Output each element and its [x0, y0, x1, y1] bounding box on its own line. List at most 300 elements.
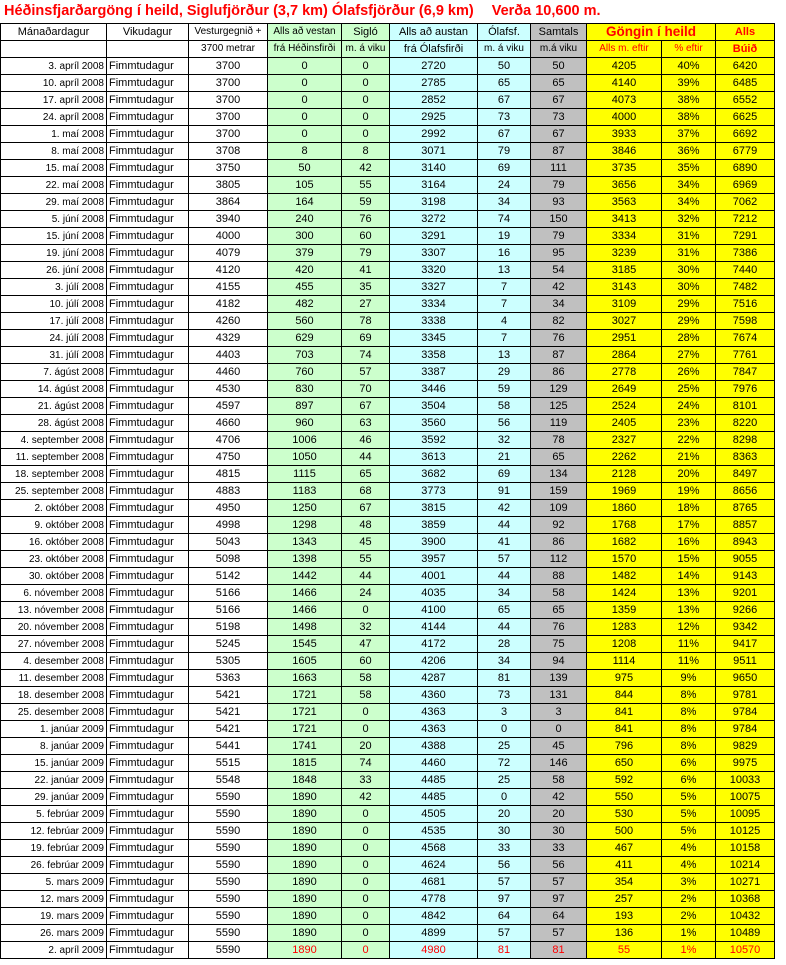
cell-alls-vestan: 1721 — [268, 721, 342, 738]
cell-samtals: 67 — [531, 126, 587, 143]
cell-weekday: Fimmtudagur — [107, 857, 189, 874]
cell-weekday: Fimmtudagur — [107, 500, 189, 517]
cell-pct-eftir: 30% — [662, 279, 716, 296]
cell-vestur: 4530 — [189, 381, 268, 398]
cell-alls-vestan: 8 — [268, 143, 342, 160]
cell-olafsf: 57 — [478, 925, 531, 942]
cell-vestur: 5421 — [189, 687, 268, 704]
cell-alls-vestan: 1890 — [268, 823, 342, 840]
cell-vestur: 5043 — [189, 534, 268, 551]
cell-olafsf: 56 — [478, 857, 531, 874]
cell-siglo: 45 — [342, 534, 390, 551]
cell-siglo: 0 — [342, 126, 390, 143]
cell-alls-vestan: 1890 — [268, 942, 342, 959]
cell-vestur: 4706 — [189, 432, 268, 449]
cell-alls-bui: 10158 — [716, 840, 775, 857]
cell-date: 11. desember 2008 — [1, 670, 107, 687]
cell-alls-eftir: 2864 — [587, 347, 662, 364]
cell-samtals: 45 — [531, 738, 587, 755]
cell-weekday: Fimmtudagur — [107, 891, 189, 908]
cell-vestur: 3700 — [189, 109, 268, 126]
cell-weekday: Fimmtudagur — [107, 279, 189, 296]
cell-vestur: 4403 — [189, 347, 268, 364]
cell-alls-eftir: 3563 — [587, 194, 662, 211]
cell-olafsf: 0 — [478, 789, 531, 806]
cell-samtals: 112 — [531, 551, 587, 568]
cell-weekday: Fimmtudagur — [107, 92, 189, 109]
cell-date: 12. febrúar 2009 — [1, 823, 107, 840]
cell-siglo: 78 — [342, 313, 390, 330]
cell-alls-austan: 4144 — [390, 619, 478, 636]
col-subheader-date — [1, 41, 107, 58]
cell-samtals: 95 — [531, 245, 587, 262]
cell-alls-vestan: 105 — [268, 177, 342, 194]
cell-olafsf: 57 — [478, 874, 531, 891]
cell-pct-eftir: 29% — [662, 296, 716, 313]
cell-weekday: Fimmtudagur — [107, 925, 189, 942]
cell-olafsf: 42 — [478, 500, 531, 517]
table-row — [1, 908, 775, 925]
cell-alls-austan: 4172 — [390, 636, 478, 653]
cell-weekday: Fimmtudagur — [107, 364, 189, 381]
cell-alls-vestan: 1183 — [268, 483, 342, 500]
table-row — [1, 194, 775, 211]
cell-weekday: Fimmtudagur — [107, 721, 189, 738]
cell-samtals: 56 — [531, 857, 587, 874]
table-row — [1, 942, 775, 959]
cell-vestur: 4155 — [189, 279, 268, 296]
cell-alls-austan: 3198 — [390, 194, 478, 211]
col-subheader-alls-eftir: Alls m. eftir — [587, 41, 662, 58]
cell-samtals: 58 — [531, 772, 587, 789]
cell-date: 5. febrúar 2009 — [1, 806, 107, 823]
cell-samtals: 79 — [531, 228, 587, 245]
cell-olafsf: 67 — [478, 92, 531, 109]
cell-date: 26. júní 2008 — [1, 262, 107, 279]
cell-pct-eftir: 20% — [662, 466, 716, 483]
cell-samtals: 93 — [531, 194, 587, 211]
cell-alls-eftir: 3239 — [587, 245, 662, 262]
cell-olafsf: 32 — [478, 432, 531, 449]
cell-olafsf: 67 — [478, 126, 531, 143]
cell-alls-austan: 3164 — [390, 177, 478, 194]
col-header-olafsf: Ólafsf. — [478, 24, 531, 41]
cell-alls-bui: 10432 — [716, 908, 775, 925]
cell-olafsf: 81 — [478, 670, 531, 687]
cell-siglo: 79 — [342, 245, 390, 262]
cell-samtals: 139 — [531, 670, 587, 687]
cell-alls-austan: 3345 — [390, 330, 478, 347]
cell-vestur: 5245 — [189, 636, 268, 653]
cell-vestur: 5515 — [189, 755, 268, 772]
cell-siglo: 69 — [342, 330, 390, 347]
cell-weekday: Fimmtudagur — [107, 449, 189, 466]
cell-weekday: Fimmtudagur — [107, 466, 189, 483]
cell-alls-vestan: 0 — [268, 58, 342, 75]
cell-pct-eftir: 5% — [662, 806, 716, 823]
cell-pct-eftir: 36% — [662, 143, 716, 160]
cell-siglo: 35 — [342, 279, 390, 296]
cell-samtals: 50 — [531, 58, 587, 75]
cell-alls-eftir: 193 — [587, 908, 662, 925]
cell-samtals: 34 — [531, 296, 587, 313]
cell-alls-bui: 10368 — [716, 891, 775, 908]
cell-alls-austan: 2852 — [390, 92, 478, 109]
cell-alls-austan: 4681 — [390, 874, 478, 891]
cell-alls-eftir: 1570 — [587, 551, 662, 568]
cell-date: 27. nóvember 2008 — [1, 636, 107, 653]
cell-alls-vestan: 1343 — [268, 534, 342, 551]
cell-pct-eftir: 4% — [662, 857, 716, 874]
cell-alls-austan: 3320 — [390, 262, 478, 279]
cell-date: 23. október 2008 — [1, 551, 107, 568]
cell-pct-eftir: 31% — [662, 228, 716, 245]
cell-siglo: 67 — [342, 398, 390, 415]
cell-alls-vestan: 1050 — [268, 449, 342, 466]
cell-samtals: 134 — [531, 466, 587, 483]
cell-pct-eftir: 38% — [662, 109, 716, 126]
cell-alls-eftir: 550 — [587, 789, 662, 806]
cell-pct-eftir: 2% — [662, 891, 716, 908]
cell-pct-eftir: 4% — [662, 840, 716, 857]
table-row — [1, 483, 775, 500]
cell-weekday: Fimmtudagur — [107, 687, 189, 704]
cell-vestur: 5098 — [189, 551, 268, 568]
cell-vestur: 5421 — [189, 721, 268, 738]
cell-olafsf: 64 — [478, 908, 531, 925]
table-row — [1, 245, 775, 262]
cell-siglo: 33 — [342, 772, 390, 789]
cell-alls-bui: 9975 — [716, 755, 775, 772]
cell-alls-vestan: 1890 — [268, 925, 342, 942]
cell-alls-bui: 7482 — [716, 279, 775, 296]
cell-alls-eftir: 1969 — [587, 483, 662, 500]
cell-alls-eftir: 3185 — [587, 262, 662, 279]
cell-alls-bui: 7386 — [716, 245, 775, 262]
cell-olafsf: 56 — [478, 415, 531, 432]
col-subheader-alls-austan: frá Ólafsfirði — [390, 41, 478, 58]
cell-siglo: 60 — [342, 228, 390, 245]
cell-date: 9. október 2008 — [1, 517, 107, 534]
cell-date: 4. desember 2008 — [1, 653, 107, 670]
cell-alls-vestan: 760 — [268, 364, 342, 381]
title-extra: Verða 10,600 m. — [491, 3, 601, 19]
cell-vestur: 3700 — [189, 126, 268, 143]
cell-alls-austan: 4035 — [390, 585, 478, 602]
table-row — [1, 619, 775, 636]
cell-olafsf: 3 — [478, 704, 531, 721]
cell-vestur: 3700 — [189, 58, 268, 75]
cell-weekday: Fimmtudagur — [107, 738, 189, 755]
cell-alls-eftir: 1860 — [587, 500, 662, 517]
cell-alls-vestan: 1890 — [268, 891, 342, 908]
cell-alls-bui: 6420 — [716, 58, 775, 75]
cell-alls-eftir: 3656 — [587, 177, 662, 194]
cell-date: 7. ágúst 2008 — [1, 364, 107, 381]
cell-vestur: 4950 — [189, 500, 268, 517]
cell-pct-eftir: 29% — [662, 313, 716, 330]
cell-date: 8. maí 2008 — [1, 143, 107, 160]
cell-pct-eftir: 21% — [662, 449, 716, 466]
cell-samtals: 86 — [531, 534, 587, 551]
cell-alls-eftir: 1482 — [587, 568, 662, 585]
cell-siglo: 0 — [342, 874, 390, 891]
cell-pct-eftir: 6% — [662, 772, 716, 789]
cell-pct-eftir: 34% — [662, 177, 716, 194]
cell-vestur: 5421 — [189, 704, 268, 721]
cell-alls-eftir: 467 — [587, 840, 662, 857]
cell-vestur: 3864 — [189, 194, 268, 211]
cell-date: 22. maí 2008 — [1, 177, 107, 194]
cell-date: 19. febrúar 2009 — [1, 840, 107, 857]
table-row — [1, 806, 775, 823]
cell-alls-austan: 4360 — [390, 687, 478, 704]
cell-alls-eftir: 3334 — [587, 228, 662, 245]
cell-samtals: 73 — [531, 109, 587, 126]
cell-alls-vestan: 0 — [268, 126, 342, 143]
cell-vestur: 5590 — [189, 874, 268, 891]
cell-alls-austan: 3307 — [390, 245, 478, 262]
cell-olafsf: 69 — [478, 466, 531, 483]
cell-alls-bui: 8656 — [716, 483, 775, 500]
cell-weekday: Fimmtudagur — [107, 568, 189, 585]
col-header-samtals: Samtals — [531, 24, 587, 41]
cell-alls-eftir: 500 — [587, 823, 662, 840]
cell-samtals: 67 — [531, 92, 587, 109]
cell-alls-vestan: 50 — [268, 160, 342, 177]
cell-olafsf: 13 — [478, 262, 531, 279]
cell-samtals: 129 — [531, 381, 587, 398]
cell-alls-eftir: 4140 — [587, 75, 662, 92]
cell-pct-eftir: 30% — [662, 262, 716, 279]
table-row — [1, 381, 775, 398]
cell-alls-bui: 6969 — [716, 177, 775, 194]
cell-alls-bui: 9784 — [716, 704, 775, 721]
cell-weekday: Fimmtudagur — [107, 806, 189, 823]
cell-samtals: 87 — [531, 143, 587, 160]
cell-alls-austan: 3682 — [390, 466, 478, 483]
table-row — [1, 687, 775, 704]
cell-pct-eftir: 15% — [662, 551, 716, 568]
table-row — [1, 449, 775, 466]
cell-pct-eftir: 26% — [662, 364, 716, 381]
cell-vestur: 3700 — [189, 92, 268, 109]
cell-olafsf: 29 — [478, 364, 531, 381]
cell-alls-vestan: 1498 — [268, 619, 342, 636]
cell-alls-eftir: 3735 — [587, 160, 662, 177]
cell-olafsf: 28 — [478, 636, 531, 653]
cell-weekday: Fimmtudagur — [107, 211, 189, 228]
cell-olafsf: 7 — [478, 330, 531, 347]
cell-olafsf: 34 — [478, 653, 531, 670]
cell-weekday: Fimmtudagur — [107, 109, 189, 126]
cell-date: 15. janúar 2009 — [1, 755, 107, 772]
cell-vestur: 5590 — [189, 908, 268, 925]
cell-pct-eftir: 11% — [662, 636, 716, 653]
cell-alls-eftir: 1768 — [587, 517, 662, 534]
cell-weekday: Fimmtudagur — [107, 653, 189, 670]
cell-alls-austan: 3560 — [390, 415, 478, 432]
cell-pct-eftir: 34% — [662, 194, 716, 211]
cell-alls-vestan: 240 — [268, 211, 342, 228]
cell-alls-bui: 6779 — [716, 143, 775, 160]
cell-date: 5. júní 2008 — [1, 211, 107, 228]
table-row — [1, 789, 775, 806]
cell-alls-bui: 10271 — [716, 874, 775, 891]
cell-olafsf: 24 — [478, 177, 531, 194]
cell-vestur: 3708 — [189, 143, 268, 160]
cell-siglo: 0 — [342, 840, 390, 857]
cell-pct-eftir: 11% — [662, 653, 716, 670]
cell-alls-vestan: 830 — [268, 381, 342, 398]
cell-siglo: 55 — [342, 177, 390, 194]
cell-alls-vestan: 1890 — [268, 908, 342, 925]
cell-vestur: 5441 — [189, 738, 268, 755]
cell-siglo: 42 — [342, 160, 390, 177]
cell-date: 25. desember 2008 — [1, 704, 107, 721]
cell-alls-vestan: 560 — [268, 313, 342, 330]
cell-siglo: 0 — [342, 602, 390, 619]
cell-alls-bui: 7440 — [716, 262, 775, 279]
cell-pct-eftir: 17% — [662, 517, 716, 534]
cell-siglo: 46 — [342, 432, 390, 449]
cell-alls-vestan: 1466 — [268, 602, 342, 619]
cell-alls-vestan: 1398 — [268, 551, 342, 568]
cell-olafsf: 58 — [478, 398, 531, 415]
cell-date: 5. mars 2009 — [1, 874, 107, 891]
cell-date: 31. júlí 2008 — [1, 347, 107, 364]
cell-alls-eftir: 257 — [587, 891, 662, 908]
col-subheader-olafsf: m. á viku — [478, 41, 531, 58]
cell-alls-bui: 6552 — [716, 92, 775, 109]
cell-alls-bui: 8101 — [716, 398, 775, 415]
cell-date: 11. september 2008 — [1, 449, 107, 466]
cell-alls-austan: 4287 — [390, 670, 478, 687]
cell-olafsf: 65 — [478, 75, 531, 92]
cell-weekday: Fimmtudagur — [107, 670, 189, 687]
cell-alls-austan: 4568 — [390, 840, 478, 857]
cell-pct-eftir: 16% — [662, 534, 716, 551]
cell-siglo: 0 — [342, 908, 390, 925]
cell-samtals: 58 — [531, 585, 587, 602]
cell-vestur: 3805 — [189, 177, 268, 194]
col-subheader-samtals: m.á viku — [531, 41, 587, 58]
cell-date: 13. nóvember 2008 — [1, 602, 107, 619]
cell-vestur: 4998 — [189, 517, 268, 534]
cell-alls-austan: 4100 — [390, 602, 478, 619]
cell-olafsf: 69 — [478, 160, 531, 177]
cell-alls-vestan: 1721 — [268, 687, 342, 704]
cell-pct-eftir: 2% — [662, 908, 716, 925]
cell-pct-eftir: 6% — [662, 755, 716, 772]
cell-alls-bui: 6625 — [716, 109, 775, 126]
cell-alls-austan: 4535 — [390, 823, 478, 840]
cell-date: 17. júlí 2008 — [1, 313, 107, 330]
cell-alls-bui: 9829 — [716, 738, 775, 755]
cell-alls-vestan: 1115 — [268, 466, 342, 483]
table-row — [1, 636, 775, 653]
cell-vestur: 3700 — [189, 75, 268, 92]
cell-alls-eftir: 2405 — [587, 415, 662, 432]
cell-vestur: 4460 — [189, 364, 268, 381]
cell-siglo: 24 — [342, 585, 390, 602]
cell-samtals: 65 — [531, 449, 587, 466]
cell-alls-vestan: 1006 — [268, 432, 342, 449]
cell-alls-eftir: 1283 — [587, 619, 662, 636]
col-header-siglo: Sigló — [342, 24, 390, 41]
col-header-weekday: Vikudagur — [107, 24, 189, 41]
cell-alls-austan: 3334 — [390, 296, 478, 313]
cell-alls-austan: 4460 — [390, 755, 478, 772]
cell-weekday: Fimmtudagur — [107, 908, 189, 925]
cell-siglo: 58 — [342, 670, 390, 687]
cell-siglo: 0 — [342, 75, 390, 92]
table-row — [1, 330, 775, 347]
cell-olafsf: 59 — [478, 381, 531, 398]
cell-alls-austan: 3071 — [390, 143, 478, 160]
sheet-title — [0, 0, 786, 22]
cell-alls-bui: 9143 — [716, 568, 775, 585]
cell-alls-vestan: 1848 — [268, 772, 342, 789]
cell-pct-eftir: 5% — [662, 823, 716, 840]
cell-vestur: 4750 — [189, 449, 268, 466]
cell-alls-austan: 2925 — [390, 109, 478, 126]
cell-pct-eftir: 1% — [662, 942, 716, 959]
cell-weekday: Fimmtudagur — [107, 398, 189, 415]
cell-alls-vestan: 1815 — [268, 755, 342, 772]
col-subheader-weekday — [107, 41, 189, 58]
cell-alls-vestan: 1721 — [268, 704, 342, 721]
cell-alls-eftir: 55 — [587, 942, 662, 959]
cell-siglo: 27 — [342, 296, 390, 313]
table-row — [1, 143, 775, 160]
cell-samtals: 109 — [531, 500, 587, 517]
cell-alls-eftir: 411 — [587, 857, 662, 874]
cell-pct-eftir: 35% — [662, 160, 716, 177]
cell-weekday: Fimmtudagur — [107, 789, 189, 806]
cell-alls-eftir: 2128 — [587, 466, 662, 483]
cell-vestur: 5198 — [189, 619, 268, 636]
table-row — [1, 772, 775, 789]
cell-samtals: 76 — [531, 619, 587, 636]
cell-weekday: Fimmtudagur — [107, 126, 189, 143]
cell-weekday: Fimmtudagur — [107, 228, 189, 245]
cell-siglo: 44 — [342, 449, 390, 466]
cell-samtals: 0 — [531, 721, 587, 738]
cell-alls-vestan: 1466 — [268, 585, 342, 602]
cell-weekday: Fimmtudagur — [107, 160, 189, 177]
cell-date: 26. febrúar 2009 — [1, 857, 107, 874]
cell-vestur: 5166 — [189, 602, 268, 619]
cell-samtals: 54 — [531, 262, 587, 279]
cell-vestur: 5590 — [189, 857, 268, 874]
cell-alls-bui: 10570 — [716, 942, 775, 959]
cell-alls-bui: 9511 — [716, 653, 775, 670]
cell-alls-vestan: 300 — [268, 228, 342, 245]
col-subheader-alls-vestan: frá Héðinsfirði — [268, 41, 342, 58]
tunnel-progress-table — [0, 23, 775, 959]
cell-weekday: Fimmtudagur — [107, 636, 189, 653]
cell-pct-eftir: 31% — [662, 245, 716, 262]
cell-alls-eftir: 650 — [587, 755, 662, 772]
cell-pct-eftir: 8% — [662, 704, 716, 721]
cell-date: 19. júní 2008 — [1, 245, 107, 262]
table-row — [1, 755, 775, 772]
cell-samtals: 33 — [531, 840, 587, 857]
cell-alls-eftir: 1114 — [587, 653, 662, 670]
cell-olafsf: 97 — [478, 891, 531, 908]
cell-pct-eftir: 5% — [662, 789, 716, 806]
